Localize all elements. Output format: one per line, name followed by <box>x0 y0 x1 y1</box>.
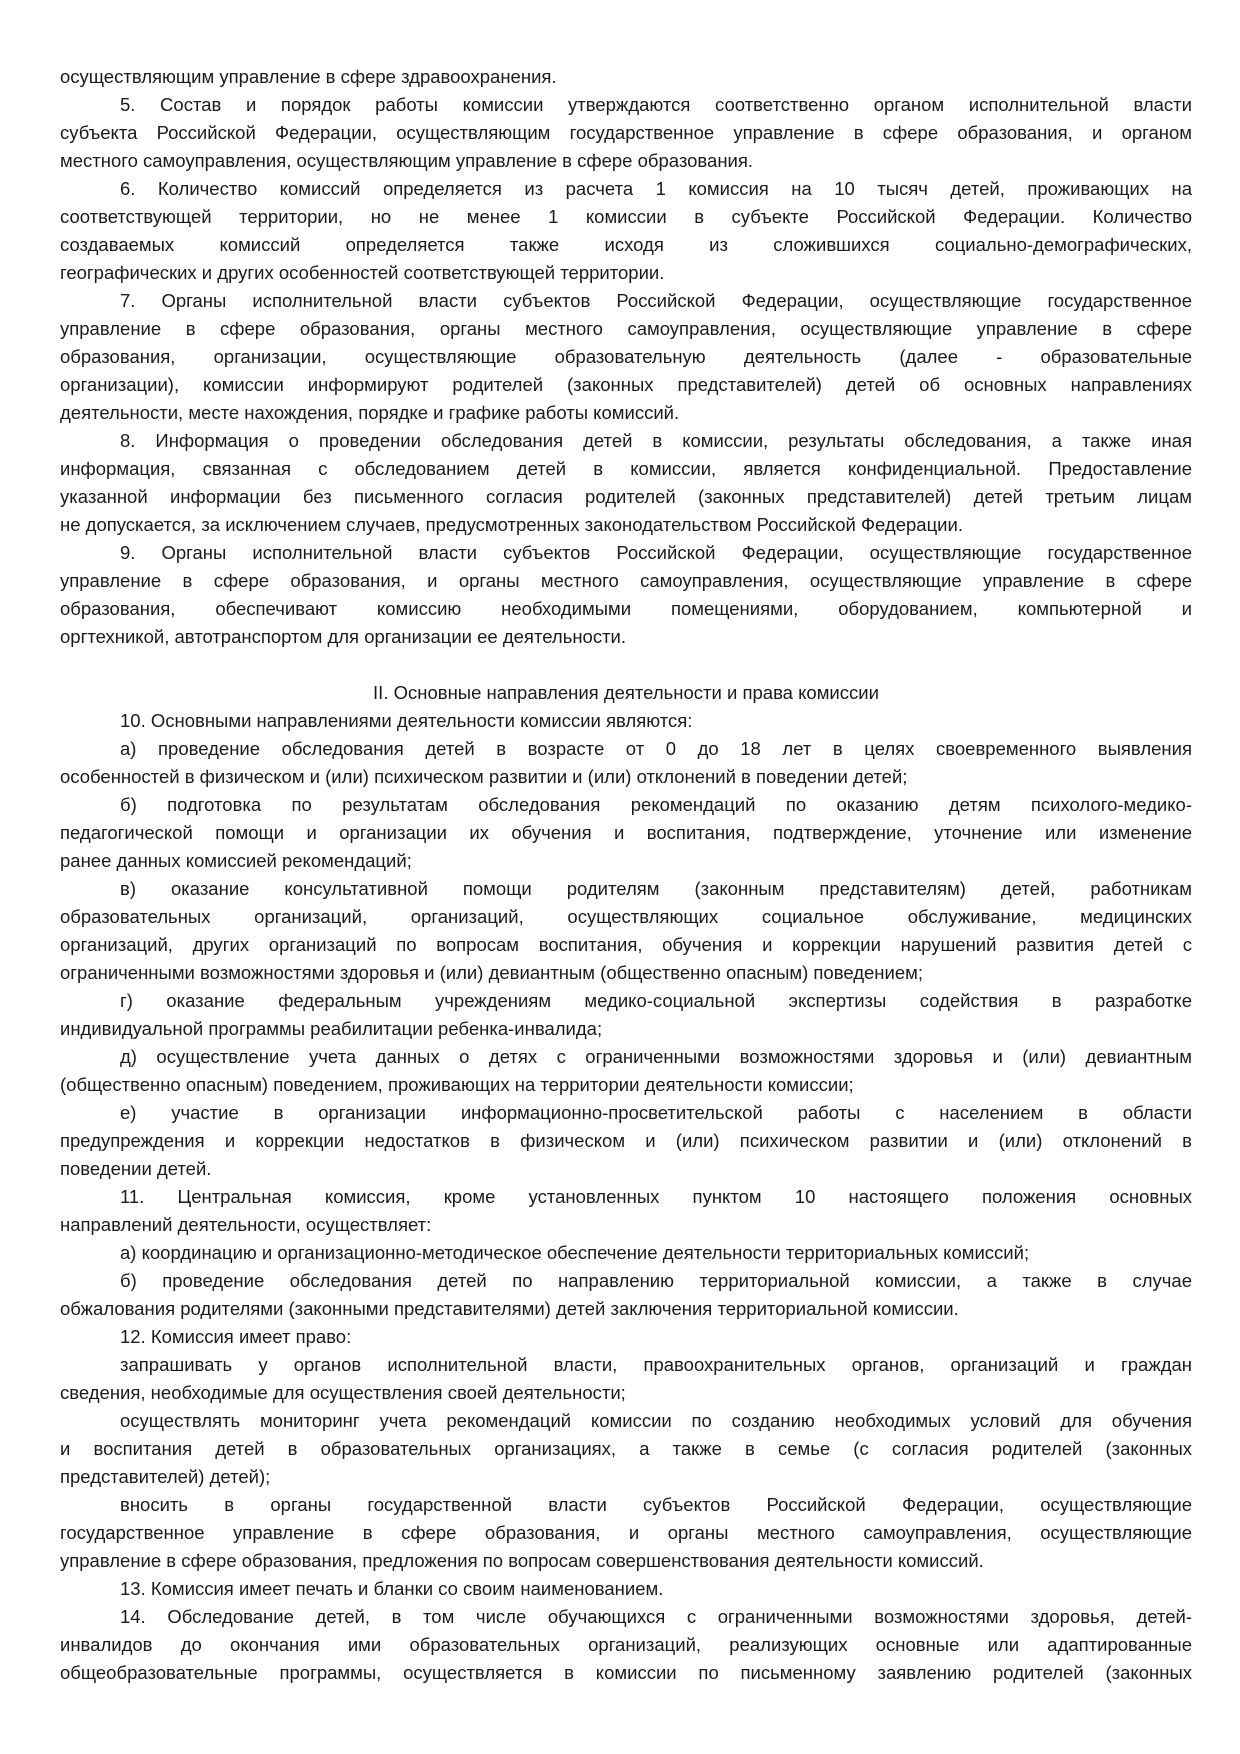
text-line: 13. Комиссия имеет печать и бланки со своим наименованием. <box>120 1578 664 1599</box>
text-line: образования, обеспечивают комиссию необходимыми помещениями, оборудованием, компьютерной и <box>60 598 1192 619</box>
paragraph <box>60 1407 1192 1491</box>
paragraph <box>60 1323 1192 1351</box>
text-line: 5. Состав и порядок работы комиссии утверждаются соответственно органом исполнительной власти <box>120 94 1192 115</box>
text-line: вносить в органы государственной власти субъектов Российской Федерации, осуществляющие <box>120 1494 1192 1515</box>
text-line: 6. Количество комиссий определяется из расчета 1 комиссия на 10 тысяч детей, проживающих на <box>120 178 1192 199</box>
blank-line <box>60 651 1192 679</box>
text-line: ранее данных комиссией рекомендаций; <box>60 850 412 871</box>
text-line: инвалидов до окончания ими образовательных организаций, реализующих основные или адаптированные <box>60 1634 1192 1655</box>
paragraph <box>60 1183 1192 1239</box>
paragraph <box>60 1239 1192 1267</box>
text-line: соответствующей территории, но не менее 1 комиссии в субъекте Российской Федерации. Количество <box>60 206 1192 227</box>
paragraph <box>60 1491 1192 1575</box>
text-line: государственное управление в сфере образования, и органы местного самоуправления, осуществляющие <box>60 1522 1192 1543</box>
text-line: индивидуальной программы реабилитации ребенка-инвалида; <box>60 1018 603 1039</box>
paragraph <box>60 91 1192 175</box>
paragraph <box>60 427 1192 539</box>
text-line: местного самоуправления, осуществляющим управление в сфере образования. <box>60 150 754 171</box>
text-line: сведения, необходимые для осуществления своей деятельности; <box>60 1382 626 1403</box>
text-line: (общественно опасным) поведением, проживающих на территории деятельности комиссии; <box>60 1074 854 1095</box>
paragraph <box>60 791 1192 875</box>
text-line: образовательных организаций, организаций, осуществляющих социальное обслуживание, медицинских <box>60 906 1192 927</box>
text-line: 12. Комиссия имеет право: <box>120 1326 352 1347</box>
text-line: педагогической помощи и организации их обучения и воспитания, подтверждение, уточнение или изменение <box>60 822 1192 843</box>
text-line: общеобразовательные программы, осуществляется в комиссии по письменному заявлению родителей (законных <box>60 1662 1192 1683</box>
text-line: г) оказание федеральным учреждениям медико-социальной экспертизы содействия в разработке <box>120 990 1192 1011</box>
document-page <box>60 63 1192 1687</box>
text-line: ограниченными возможностями здоровья и (или) девиантным (общественно опасным) поведением; <box>60 962 923 983</box>
paragraph <box>60 987 1192 1043</box>
text-line: обжалования родителями (законными представителями) детей заключения территориальной комиссии. <box>60 1298 959 1319</box>
paragraph <box>60 1351 1192 1407</box>
text-line: е) участие в организации информационно-просветительской работы с населением в области <box>120 1102 1192 1123</box>
paragraph <box>60 1099 1192 1183</box>
paragraph <box>60 707 1192 735</box>
text-line: б) подготовка по результатам обследования рекомендаций по оказанию детям психолого-медико- <box>120 794 1192 815</box>
text-line: 11. Центральная комиссия, кроме установленных пунктом 10 настоящего положения основных <box>120 1186 1192 1207</box>
text-line: 7. Органы исполнительной власти субъектов Российской Федерации, осуществляющие государственное <box>120 290 1192 311</box>
text-line: управление в сфере образования, и органы местного самоуправления, осуществляющие управление в сфере <box>60 570 1192 591</box>
paragraph <box>60 1603 1192 1687</box>
paragraph <box>60 175 1192 287</box>
text-line: организаций, других организаций по вопросам воспитания, обучения и коррекции нарушений развития детей с <box>60 934 1192 955</box>
paragraph <box>60 539 1192 651</box>
text-line: указанной информации без письменного согласия родителей (законных представителей) детей третьим лицам <box>60 486 1192 507</box>
text-line: 9. Органы исполнительной власти субъектов Российской Федерации, осуществляющие государственное <box>120 542 1192 563</box>
text-line: создаваемых комиссий определяется также исходя из сложившихся социально-демографических, <box>60 234 1192 255</box>
text-line: 10. Основными направлениями деятельности комиссии являются: <box>120 710 693 731</box>
text-line: предупреждения и коррекции недостатков в физическом и (или) психическом развитии и (или) отклонений в <box>60 1130 1192 1151</box>
text-line: не допускается, за исключением случаев, предусмотренных законодательством Российской Федерации. <box>60 514 963 535</box>
text-line: организации), комиссии информируют родителей (законных представителей) детей об основных направлениях <box>60 374 1192 395</box>
paragraph <box>60 287 1192 427</box>
text-line: управление в сфере образования, предложения по вопросам совершенствования деятельности комиссий. <box>60 1550 984 1571</box>
text-line: и воспитания детей в образовательных организациях, а также в семье (с согласия родителей (законных <box>60 1438 1192 1459</box>
paragraph <box>60 875 1192 987</box>
text-line: в) оказание консультативной помощи родителям (законным представителям) детей, работникам <box>120 878 1192 899</box>
text-line: представителей) детей); <box>60 1466 271 1487</box>
paragraph <box>60 1043 1192 1099</box>
text-line: д) осуществление учета данных о детях с ограниченными возможностями здоровья и (или) девиантным <box>120 1046 1192 1067</box>
paragraph <box>60 1267 1192 1323</box>
text-line: 14. Обследование детей, в том числе обучающихся с ограниченными возможностями здоровья, детей- <box>120 1606 1192 1627</box>
heading-text: II. Основные направления деятельности и права комиссии <box>373 682 879 703</box>
paragraph <box>60 63 1192 91</box>
paragraph <box>60 1575 1192 1603</box>
text-line: информация, связанная с обследованием детей в комиссии, является конфиденциальной. Предоставление <box>60 458 1192 479</box>
text-line: поведении детей. <box>60 1158 212 1179</box>
text-line: деятельности, месте нахождения, порядке и графике работы комиссий. <box>60 402 680 423</box>
text-line: направлений деятельности, осуществляет: <box>60 1214 432 1235</box>
paragraph <box>60 735 1192 791</box>
text-line: осуществлять мониторинг учета рекомендаций комиссии по созданию необходимых условий для обучения <box>120 1410 1192 1431</box>
section-heading <box>60 679 1192 707</box>
text-line: б) проведение обследования детей по направлению территориальной комиссии, а также в случае <box>120 1270 1192 1291</box>
text-line: а) проведение обследования детей в возрасте от 0 до 18 лет в целях своевременного выявления <box>120 738 1192 759</box>
text-line: субъекта Российской Федерации, осуществляющим государственное управление в сфере образования, и органом <box>60 122 1192 143</box>
text-line: географических и других особенностей соответствующей территории. <box>60 262 665 283</box>
text-line: особенностей в физическом и (или) психическом развитии и (или) отклонений в поведении детей; <box>60 766 908 787</box>
text-line: образования, организации, осуществляющие образовательную деятельность (далее - образовательные <box>60 346 1192 367</box>
text-line: осуществляющим управление в сфере здравоохранения. <box>60 66 557 87</box>
text-line: оргтехникой, автотранспортом для организации ее деятельности. <box>60 626 627 647</box>
text-line: управление в сфере образования, органы местного самоуправления, осуществляющие управление в сфере <box>60 318 1192 339</box>
text-line: 8. Информация о проведении обследования детей в комиссии, результаты обследования, а также иная <box>120 430 1192 451</box>
text-line: запрашивать у органов исполнительной власти, правоохранительных органов, организаций и граждан <box>120 1354 1192 1375</box>
text-line: а) координацию и организационно-методическое обеспечение деятельности территориальных комиссий; <box>120 1242 1030 1263</box>
